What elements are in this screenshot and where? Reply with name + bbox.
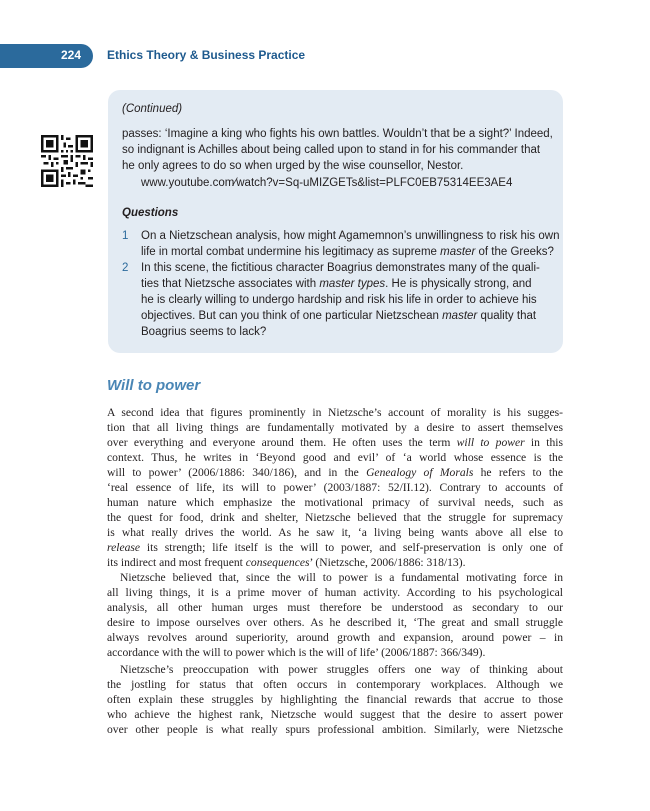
body-line: human nature which emphasize the motivational primacy of survival needs, such as [107,496,563,509]
passage-line: passes: ‘Imagine a king who fights his own battles. Wouldn’t that be a sight?’ Indeed, [122,128,553,140]
question-emphasis: master [442,310,478,322]
body-line: the quest for food, drink and shelter, Nietzsche believed that the struggle for supremacy [107,511,563,524]
body-text: ’ (Nietzsche, 2006/1886: 318/13). [309,556,466,569]
passage-line: so indignant is Achilles about being called upon to stand in for his commander that [122,144,541,156]
question-emphasis: master [440,246,476,258]
page-number: 224 [61,48,82,62]
body-line: ‘real essence of life, its will to power’ (2003/1887: 52/II.12). Contrary to accounts of [107,481,563,494]
body-line [107,555,563,570]
qr-code-icon[interactable] [41,135,93,187]
body-line: Nietzsche’s preoccupation with power struggles offers one way of thinking about [120,663,563,676]
body-line [107,540,563,555]
body-emphasis: release [107,541,141,554]
body-text: its indirect and most frequent [107,556,246,569]
question-text: life in mortal combat undermine his legitimacy as supreme [141,246,441,258]
body-line [107,435,563,450]
body-line: often explain these struggles by highlighting the financial rewards that accrue to those [107,693,563,706]
question-line [141,278,532,290]
body-text: over everything and everyone around them. He often uses the term [107,436,457,449]
question-text: of the Greeks? [475,246,554,258]
body-line: A second idea that figures prominently in Nietzsche’s account of morality is his sugges- [107,406,563,419]
body-line: the jostling for status that often occurs in contemporary workplaces. Although we [107,678,563,691]
running-title: Ethics Theory & Business Practice [107,48,306,62]
passage-line: he only agrees to do so when urged by the wise counsellor, Nestor. [122,160,464,172]
question-text: ties that Nietzsche associates with [141,278,320,290]
question-text: objectives. But can you think of one particular Nietzschean [141,310,443,322]
question-emphasis: master types [319,278,386,290]
question-number: 1 [122,230,129,242]
question-line: Boagrius seems to lack? [141,326,267,338]
body-emphasis: will to power [456,436,525,449]
question-number: 2 [122,262,129,274]
question-line: In this scene, the fictitious character Boagrius demonstrates many of the quali- [141,262,540,274]
questions-heading: Questions [122,207,179,219]
body-line: context. Thus, he writes in ‘Beyond good and evil’ of ‘a world whose essence is the [107,451,563,464]
question-line: he is clearly willing to undergo hardship and risk his life in order to achieve his [141,294,537,306]
question-line [141,310,536,322]
body-line: analysis, all other human urges must therefore be understood as secondary to our [107,601,563,614]
body-line: all living things, it is a prime mover of human activity. According to his psychological [107,586,563,599]
body-line: is what really drives the world. As he saw it, ‘a living being wants above all else to [107,526,563,539]
body-line: who achieve the highest rank, Nietzsche would suggest that the desire to assert power [107,708,563,721]
body-line: always revolves around superiority, around growth and expansion, around power – in [107,631,563,644]
body-emphasis: consequences [245,556,310,569]
body-text: in this [524,436,563,449]
question-line: On a Nietzschean analysis, how might Agamemnon’s unwillingness to risk his own [141,230,560,242]
body-line [107,465,563,480]
question-text: . He is physically strong, and [385,278,532,290]
body-text: will to power’ (2006/1886: 340/186), and in the [107,466,367,479]
body-line: accordance with the will to power which is the will of life’ (2006/1887: 366/349). [107,646,486,659]
body-text: he refers to the [473,466,563,479]
video-link[interactable]: www.youtube.com⁄watch?v=Sq-uMIZGETs&list=PLFC0EB75314EE3AE4 [141,177,513,189]
body-line: over other people is what really spurs professional ambition. Similarly, were Nietzsche [107,723,563,736]
continued-label: (Continued) [122,103,183,115]
body-line: Nietzsche believed that, since the will to power is a fundamental motivating force in [120,571,563,584]
body-line: desire to impose ourselves over others. As he described it, ‘The great and small struggle [107,616,563,629]
question-line [141,246,554,258]
question-text: quality that [477,310,537,322]
body-emphasis: Genealogy of Morals [366,466,474,479]
body-text: its strength; life itself is the will to power, and self-preservation is only one of [140,541,563,554]
section-title: Will to power [107,377,201,394]
body-line: tion that all living things are fundamentally motivated by a desire to assert themselves [107,421,563,434]
